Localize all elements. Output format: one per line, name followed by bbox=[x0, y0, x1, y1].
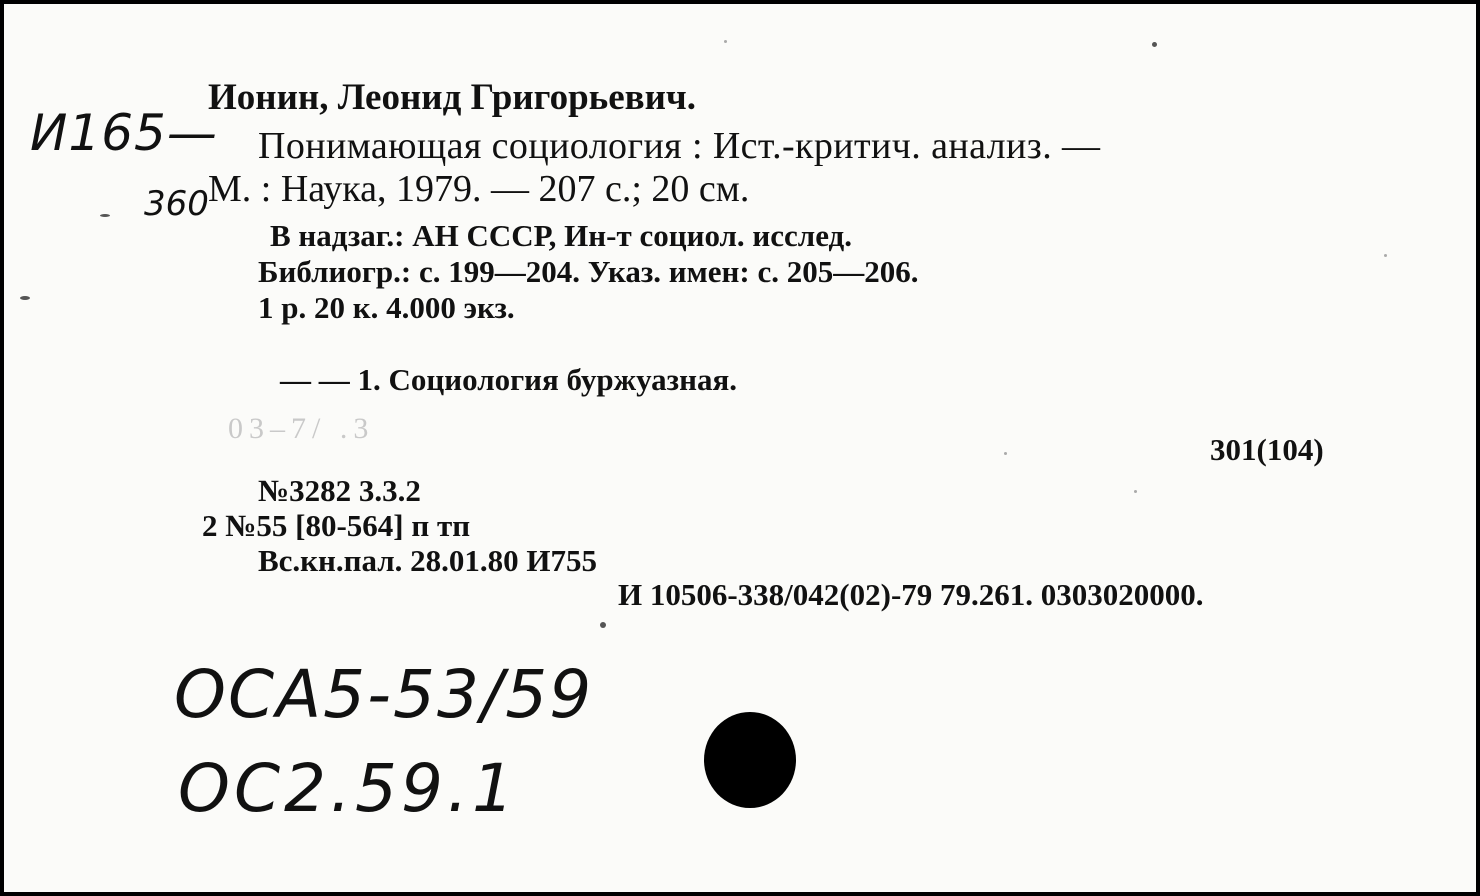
dust-speck bbox=[20, 296, 30, 300]
price-line: 1 р. 20 к. 4.000 экз. bbox=[258, 290, 515, 325]
shelf-code-1: OCA5-53/59 bbox=[174, 656, 594, 733]
punch-hole bbox=[704, 712, 796, 808]
imprint-line: М. : Наука, 1979. — 207 с.; 20 см. bbox=[208, 168, 750, 210]
tech-line-1: №3282 3.3.2 bbox=[258, 473, 421, 508]
note-header: В надзаг.: АН СССР, Ин-т социол. исслед. bbox=[270, 218, 852, 253]
dust-speck bbox=[1152, 42, 1157, 47]
dust-speck bbox=[600, 622, 606, 628]
shelf-code-2: OC2.59.1 bbox=[178, 750, 518, 827]
handwritten-mark: И165— bbox=[30, 104, 218, 162]
dust-speck bbox=[1004, 452, 1007, 455]
dust-speck bbox=[1134, 490, 1137, 493]
dust-speck bbox=[1384, 254, 1387, 257]
catalog-card bbox=[4, 4, 1476, 892]
tech-line-2: 2 №55 [80-564] п тп bbox=[202, 508, 471, 543]
note-bibliography: Библиогр.: с. 199—204. Указ. имен: с. 205—206. bbox=[258, 254, 919, 289]
dust-speck bbox=[724, 40, 727, 43]
dust-speck bbox=[100, 214, 110, 217]
title-line: Понимающая социология : Ист.-критич. анализ. — bbox=[258, 125, 1101, 167]
subject-heading: — — 1. Социология буржуазная. bbox=[280, 362, 738, 397]
faint-stamp: 03–7/ .3 bbox=[228, 412, 375, 445]
classification-code: 301(104) bbox=[1210, 432, 1324, 467]
author-heading: Ионин, Леонид Григорьевич. bbox=[208, 77, 697, 118]
index-line: И 10506-338/042(02)-79 79.261. 0303020000. bbox=[618, 577, 1204, 612]
tech-line-3: Вс.кн.пал. 28.01.80 И755 bbox=[258, 543, 598, 578]
handwritten-code: 360 bbox=[144, 184, 209, 224]
